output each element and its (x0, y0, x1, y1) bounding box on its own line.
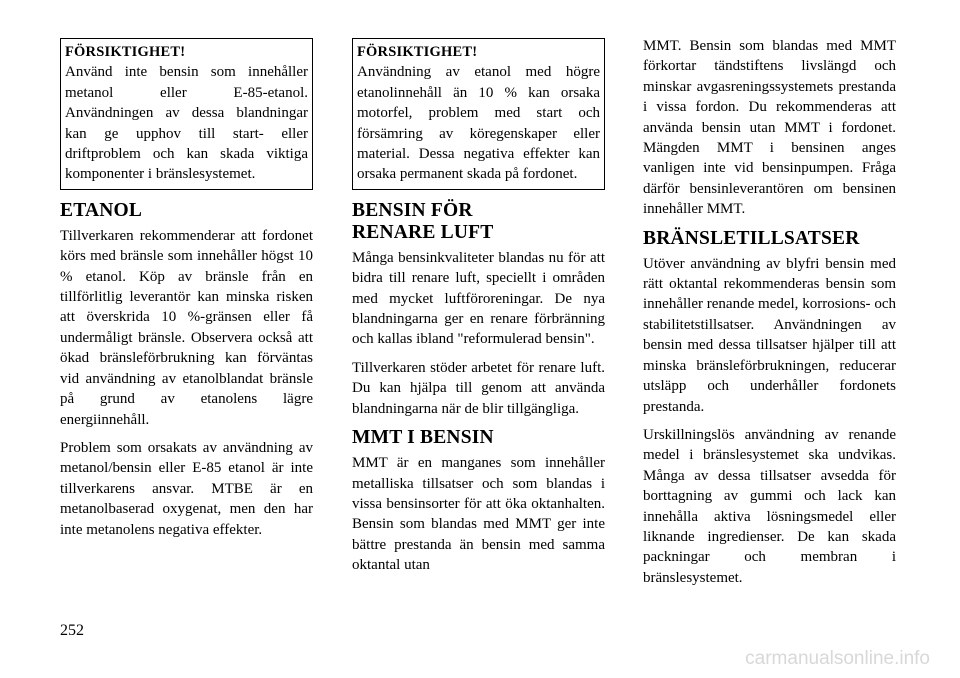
caution-box (352, 38, 605, 190)
paragraph: Urskillningslös användning av renande medel i bränslesystemet ska undvikas. Många av dessa tillsatser avsedda för borttagning av gummi och lack kan innehålla aktiva lösningsmedel eller liknande ingredienser. De kan skada packningar och membran i bränslesystemet. (643, 426, 896, 586)
paragraph: Tillverkaren rekommenderar att fordonet körs med bränsle som innehåller högst 10 % etanol. Köp av bränsle från en tillförlitlig leverantör kan minska risken att överskrida 10 %-gränsen eller få undermåligt bränsle. Observera också att ökad bränsleförbrukning kan förväntas vid användning av etanolblandat bränsle på grund av etanolens lägre energiinnehåll. (60, 227, 313, 428)
paragraph: MMT. Bensin som blandas med MMT förkortar tändstiftens livslängd och minskar avgasreningssystemets prestanda i vissa fordon. Du rekommenderas att använda bensin utan MMT i fordonet. Mängden MMT i bensinen anges vanligen inte vid bensinpumpen. Fråga därför bensinleverantören om bensinen innehåller MMT. (643, 38, 896, 218)
section-heading-bensin-renare-luft: BENSIN FÖR RENARE LUFT (352, 199, 494, 243)
section-heading-etanol: ETANOL (60, 199, 143, 221)
paragraph: Många bensinkvaliteter blandas nu för att bidra till renare luft, speciellt i områden med mycket luftföroreningar. De nya blandningarna ger en renare förbränning och kallas ibland "reformulerad bensin". (352, 249, 605, 348)
caution-body: Användning av etanol med högre etanolinnehåll än 10 % kan orsaka motorfel, problem med start och försämring av köregenskaper eller material. Dessa negativa effekter kan orsaka permanent skada på fordonet. (357, 64, 600, 183)
paragraph: Tillverkaren stöder arbetet för renare luft. Du kan hjälpa till genom att använda blandningarna när de blir tillgängliga. (352, 359, 605, 417)
section-heading-mmt-i-bensin: MMT I BENSIN (352, 427, 494, 449)
column-right (643, 36, 896, 596)
paragraph: MMT är en manganes som innehåller metalliska tillsatser och som blandas i vissa bensinsorter för att öka oktanhalten. Bensin som blandas med MMT ger inte bättre prestanda än bensin med samma oktantal utan (352, 455, 605, 574)
caution-body: Använd inte bensin som innehåller metanol eller E-85-etanol. Användningen av dessa blandningar kan ge upphov till start- eller driftproblem och kan skada viktiga komponenter i bränslesystemet. (65, 64, 308, 183)
caution-title: FÖRSIKTIGHET! (65, 44, 186, 60)
watermark: carmanualsonline.info (745, 648, 930, 669)
paragraph: Utöver användning av blyfri bensin med rätt oktantal rekommenderas bensin som innehåller renande medel, korrosions- och stabilitetstillsatser. Användningen av bensin med dessa tillsatser hjälper till att minska bränsleförbrukningen, reducerar utsläpp och underhåller fordonets prestanda. (643, 255, 896, 415)
column-middle (352, 38, 605, 584)
caution-title: FÖRSIKTIGHET! (357, 44, 478, 60)
caution-box (60, 38, 313, 190)
section-heading-bransletillsatser: BRÄNSLETILLSATSER (643, 227, 860, 249)
paragraph: Problem som orsakats av användning av metanol/bensin eller E-85 etanol är inte tillverkarens ansvar. MTBE är en metanolbaserad oxygenat, men den har inte metanolens negativa effekter. (60, 439, 313, 538)
page-number: 252 (60, 622, 84, 639)
column-left (60, 38, 313, 548)
